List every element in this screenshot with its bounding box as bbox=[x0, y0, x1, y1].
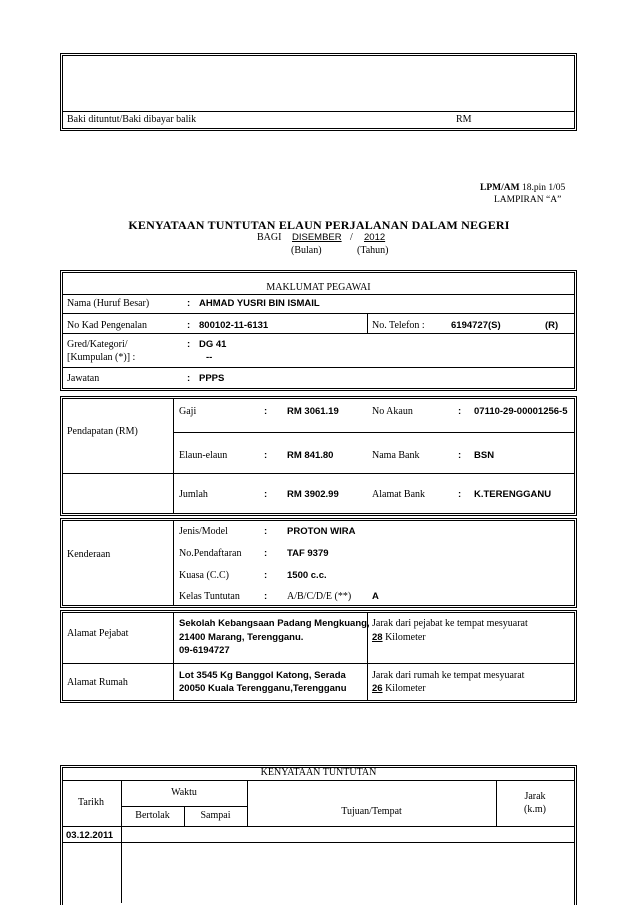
office-label: Alamat Pejabat bbox=[67, 628, 129, 639]
reference-code: LPM/AM 18.pin 1/05 bbox=[480, 183, 566, 193]
position-colon: : bbox=[187, 373, 191, 384]
office-distance-text: Jarak dari pejabat ke tempat mesyuarat bbox=[372, 618, 528, 629]
position-value: PPPS bbox=[199, 373, 225, 384]
class-colon: : bbox=[264, 591, 268, 602]
for-label: BAGI bbox=[257, 232, 282, 243]
name-label: Nama (Huruf Besar) bbox=[67, 298, 150, 309]
grade-label-2: [Kumpulan (*)] : bbox=[67, 352, 136, 363]
row-line bbox=[63, 294, 574, 295]
title-separator: / bbox=[350, 232, 353, 243]
cc-value: 1500 c.c. bbox=[287, 570, 327, 581]
destination-header: Tujuan/Tempat bbox=[341, 806, 402, 817]
end-header: Sampai bbox=[200, 810, 231, 821]
total-label: Jumlah bbox=[179, 489, 208, 500]
model-value: PROTON WIRA bbox=[287, 526, 356, 537]
year-value: 2012 bbox=[364, 232, 386, 243]
bank-address-label: Alamat Bank bbox=[372, 489, 426, 500]
reg-value: TAF 9379 bbox=[287, 548, 329, 559]
claims-table bbox=[60, 765, 577, 905]
row-line bbox=[63, 473, 574, 474]
class-options: A/B/C/D/E (**) bbox=[287, 591, 352, 602]
time-header: Waktu bbox=[171, 787, 197, 798]
allowance-value: RM 841.80 bbox=[287, 450, 334, 461]
account-label: No Akaun bbox=[372, 406, 413, 417]
total-value: RM 3902.99 bbox=[287, 489, 339, 500]
col-line bbox=[496, 780, 497, 826]
row-line bbox=[63, 842, 574, 843]
phone-suffix: (R) bbox=[545, 320, 559, 331]
class-label: Kelas Tuntutan bbox=[179, 591, 240, 602]
employee-info-header: MAKLUMAT PEGAWAI bbox=[266, 282, 371, 293]
form-title: KENYATAAN TUNTUTAN ELAUN PERJALANAN DALAM NEGERI bbox=[128, 218, 510, 232]
section-divider bbox=[173, 613, 174, 700]
section-divider bbox=[173, 521, 174, 605]
class-value: A bbox=[372, 591, 379, 602]
office-distance bbox=[372, 632, 426, 643]
year-caption: (Tahun) bbox=[357, 245, 389, 256]
grade-label-1: Gred/Kategori/ bbox=[67, 339, 128, 350]
balance-currency: RM bbox=[456, 114, 472, 125]
account-value: 07110-29-00001256-5 bbox=[474, 406, 568, 417]
claims-header: KENYATAAN TUNTUTAN bbox=[260, 767, 377, 778]
home-line-1: Lot 3545 Kg Banggol Katong, Serada bbox=[179, 670, 346, 681]
balance-label: Baki dituntut/Baki dibayar balik bbox=[67, 114, 197, 125]
col-line bbox=[247, 780, 248, 826]
name-value: AHMAD YUSRI BIN ISMAIL bbox=[199, 298, 320, 309]
office-distance-value: 28 bbox=[372, 632, 383, 643]
month-value: DISEMBER bbox=[292, 232, 342, 243]
income-section-label: Pendapatan (RM) bbox=[67, 426, 138, 437]
account-colon: : bbox=[458, 406, 462, 417]
bank-address-value: K.TERENGGANU bbox=[474, 489, 552, 500]
cc-label: Kuasa (C.C) bbox=[179, 570, 229, 581]
home-distance-text: Jarak dari rumah ke tempat mesyuarat bbox=[372, 670, 525, 681]
phone-value: 6194727(S) bbox=[451, 320, 501, 331]
bank-colon: : bbox=[458, 450, 462, 461]
office-line-3: 09-6194727 bbox=[179, 645, 230, 656]
phone-label: No. Telefon : bbox=[372, 320, 425, 331]
top-box-divider bbox=[62, 111, 575, 112]
cc-colon: : bbox=[264, 570, 268, 581]
date-header: Tarikh bbox=[78, 797, 104, 808]
model-colon: : bbox=[264, 526, 268, 537]
ic-colon: : bbox=[187, 320, 191, 331]
row-line bbox=[63, 780, 574, 781]
position-label: Jawatan bbox=[67, 373, 100, 384]
first-claim-date: 03.12.2011 bbox=[66, 830, 114, 841]
office-line-2: 21400 Marang, Terengganu. bbox=[179, 632, 304, 643]
model-label: Jenis/Model bbox=[179, 526, 228, 537]
allowance-label: Elaun-elaun bbox=[179, 450, 228, 461]
bank-label: Nama Bank bbox=[372, 450, 420, 461]
home-line-2: 20050 Kuala Terengganu,Terengganu bbox=[179, 683, 347, 694]
row-line bbox=[63, 826, 574, 827]
salary-label: Gaji bbox=[179, 406, 197, 417]
start-header: Bertolak bbox=[135, 810, 170, 821]
bank-value: BSN bbox=[474, 450, 495, 461]
ic-label: No Kad Pengenalan bbox=[67, 320, 147, 331]
cell-divider bbox=[367, 313, 368, 333]
office-distance-unit: Kilometer bbox=[385, 632, 426, 643]
home-distance bbox=[372, 683, 426, 694]
distance-header-1: Jarak bbox=[524, 791, 546, 802]
salary-colon: : bbox=[264, 406, 268, 417]
total-colon: : bbox=[264, 489, 268, 500]
row-line bbox=[63, 313, 574, 314]
row-line bbox=[63, 663, 574, 664]
allowance-colon: : bbox=[264, 450, 268, 461]
name-colon: : bbox=[187, 298, 191, 309]
home-distance-unit: Kilometer bbox=[385, 683, 426, 694]
section-divider bbox=[173, 399, 174, 513]
ic-value: 800102-11-6131 bbox=[199, 320, 269, 331]
office-line-1: Sekolah Kebangsaan Padang Mengkuang, bbox=[179, 618, 370, 629]
vehicle-section-label: Kenderaan bbox=[67, 549, 111, 560]
row-line bbox=[63, 333, 574, 334]
grade-value: DG 41 bbox=[199, 339, 227, 350]
month-caption: (Bulan) bbox=[291, 245, 322, 256]
attachment-label: LAMPIRAN “A” bbox=[494, 195, 562, 205]
bank-address-colon: : bbox=[458, 489, 462, 500]
row-line bbox=[121, 806, 247, 807]
reg-colon: : bbox=[264, 548, 268, 559]
grade-colon: : bbox=[187, 339, 191, 350]
reg-label: No.Pendaftaran bbox=[179, 548, 242, 559]
grade-value-2: -- bbox=[206, 352, 213, 363]
row-line bbox=[63, 367, 574, 368]
home-label: Alamat Rumah bbox=[67, 677, 128, 688]
salary-value: RM 3061.19 bbox=[287, 406, 339, 417]
home-distance-value: 26 bbox=[372, 683, 383, 694]
distance-header-2: (k.m) bbox=[524, 804, 546, 815]
row-line bbox=[174, 432, 574, 433]
